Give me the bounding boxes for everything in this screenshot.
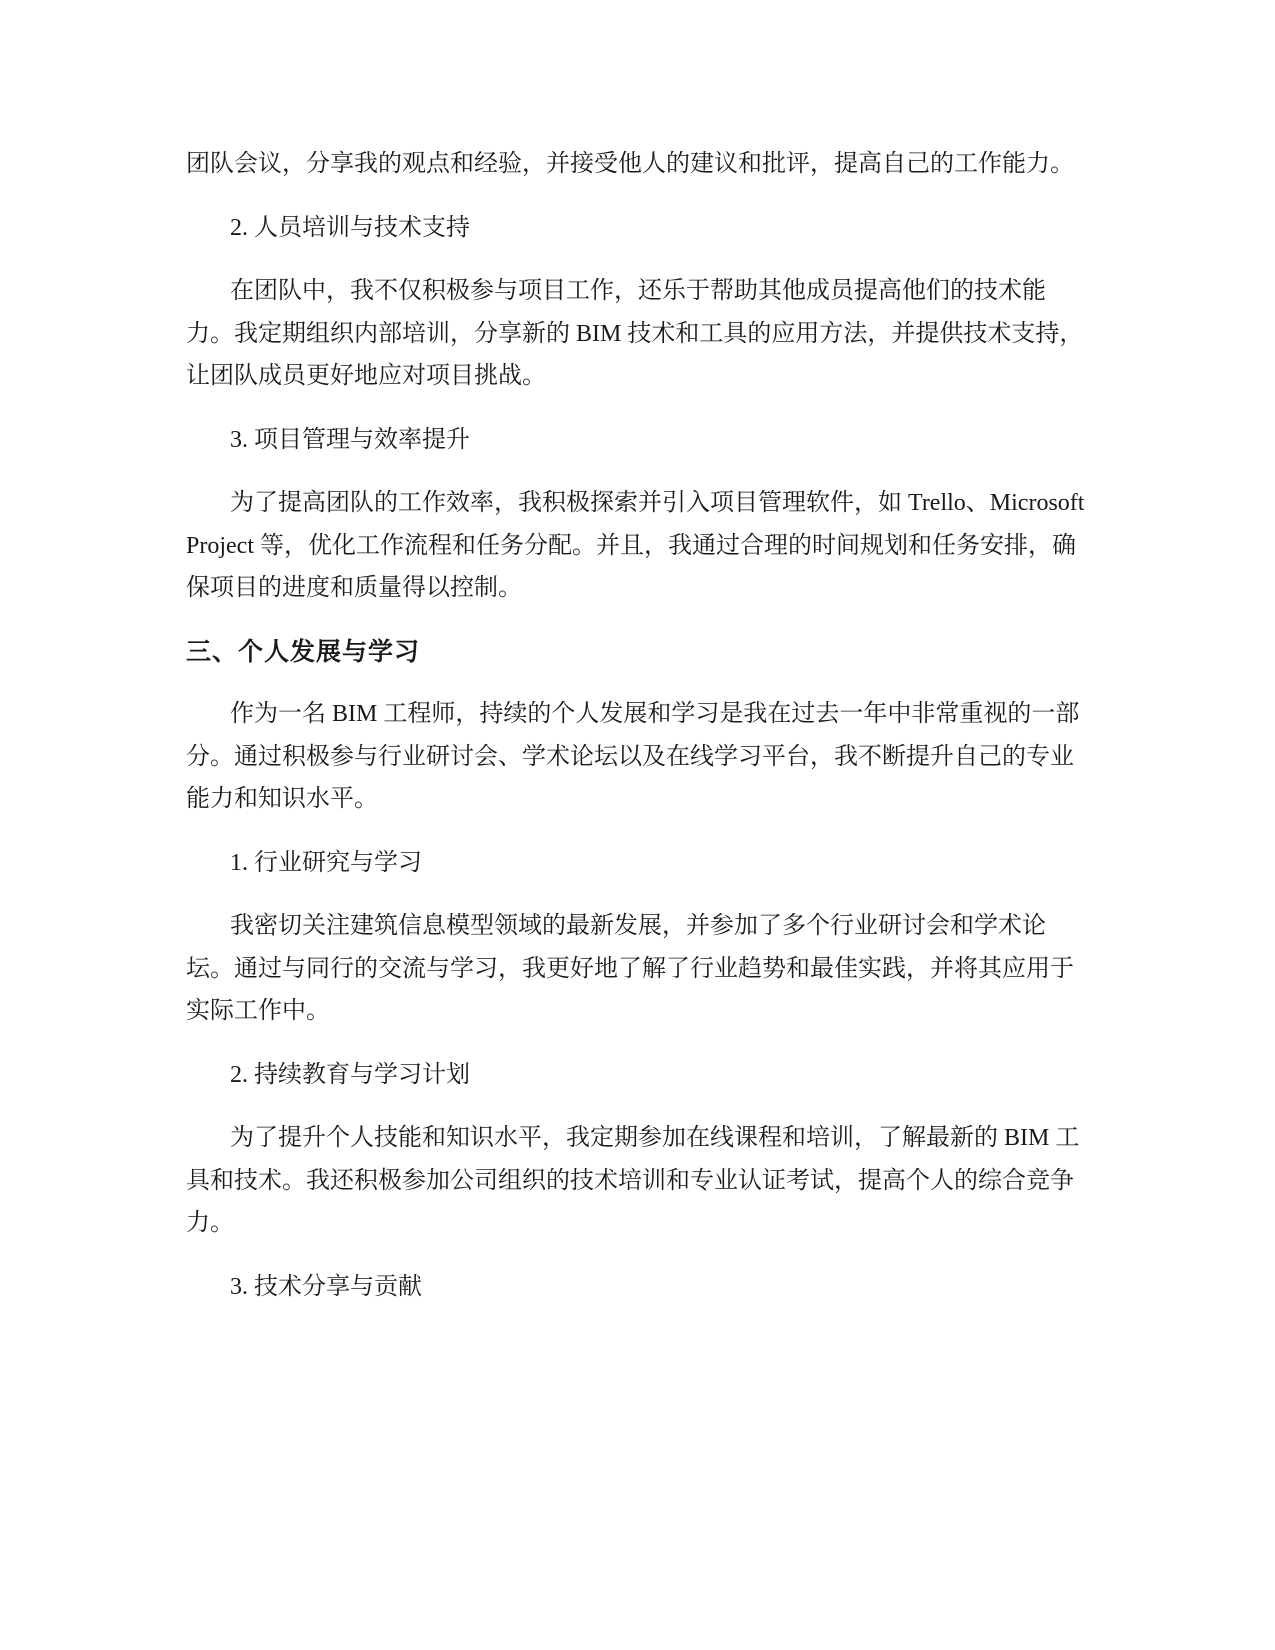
paragraph-management: 为了提高团队的工作效率，我积极探索并引入项目管理软件，如 Trello、Microsoft Project 等，优化工作流程和任务分配。并且，我通过合理的时间规划和任务安排，确保项目的进度和质量得以控制。 [186,490,1085,601]
document-body [186,143,1086,1329]
paragraph-section-intro: 作为一名 BIM 工程师，持续的个人发展和学习是我在过去一年中非常重视的一部分。通过积极参与行业研讨会、学术论坛以及在线学习平台，我不断提升自己的专业能力和知识水平。 [186,701,1080,812]
subheading-research: 1. 行业研究与学习 [230,849,422,876]
paragraph-continued: 团队会议，分享我的观点和经验，并接受他人的建议和批评，提高自己的工作能力。 [186,151,1074,177]
subheading-sharing: 3. 技术分享与贡献 [230,1273,422,1300]
paragraph-education: 为了提升个人技能和知识水平，我定期参加在线课程和培训，了解最新的 BIM 工具和技术。我还积极参加公司组织的技术培训和专业认证考试，提高个人的综合竞争力。 [186,1125,1080,1236]
subheading-training: 2. 人员培训与技术支持 [230,214,470,241]
paragraph-training: 在团队中，我不仅积极参与项目工作，还乐于帮助其他成员提高他们的技术能力。我定期组织内部培训，分享新的 BIM 技术和工具的应用方法，并提供技术支持，让团队成员更好地应对项目挑战。 [186,278,1084,389]
section-heading: 三、个人发展与学习 [186,636,421,666]
paragraph-research: 我密切关注建筑信息模型领域的最新发展，并参加了多个行业研讨会和学术论坛。通过与同行的交流与学习，我更好地了解了行业趋势和最佳实践，并将其应用于实际工作中。 [186,913,1074,1024]
subheading-management: 3. 项目管理与效率提升 [230,426,470,453]
subheading-education: 2. 持续教育与学习计划 [230,1061,470,1088]
